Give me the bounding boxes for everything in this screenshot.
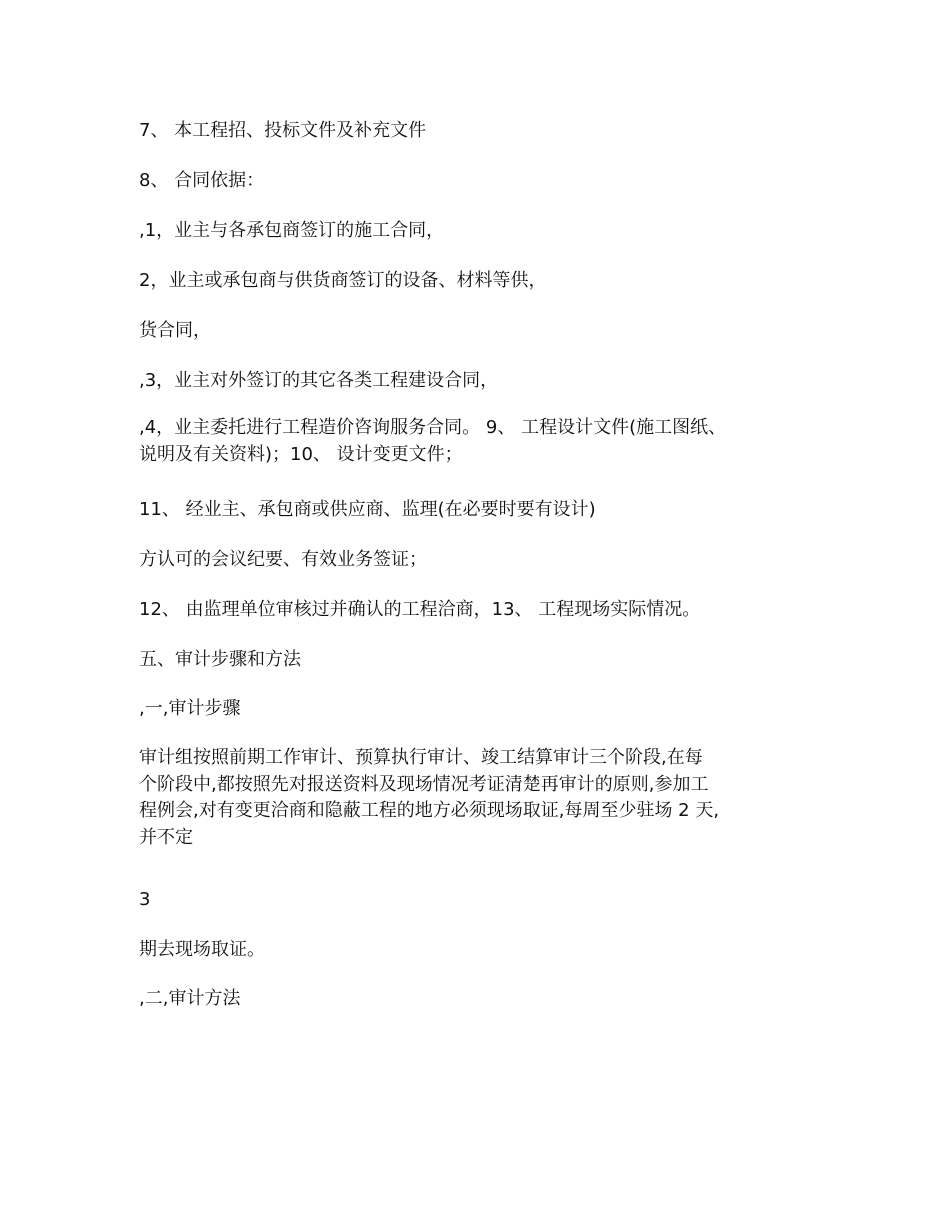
text-line: 个阶段中,都按照先对报送资料及现场情况考证清楚再审计的原则,参加工 [139,773,709,795]
section-heading-audit: 五、审计步骤和方法 [139,649,301,670]
text-line: 程例会,对有变更洽商和隐蔽工程的地方必须现场取证,每周至少驻场 2 天, [139,800,720,821]
text-line: 说明及有关资料)；10、 设计变更文件； [139,443,463,465]
text-line-item-11-cont: 方认可的会议纪要、有效业务签证； [139,549,427,570]
text-paragraph-audit-steps [139,745,819,851]
text-line: 审计组按照前期工作审计、预算执行审计、竣工结算审计三个阶段,在每 [139,747,703,768]
text-line-contract-2-cont: 货合同， [139,320,211,341]
text-line-item-12: 12、 由监理单位审核过并确认的工程洽商，13、 工程现场实际情况。 [139,599,701,620]
text-paragraph-contract-4 [139,415,819,468]
subheading-audit-methods: ,二,审计方法 [139,988,241,1009]
page-number: 3 [139,889,151,910]
text-line: ,4，业主委托进行工程造价咨询服务合同。 9、 工程设计文件(施工图纸、 [139,417,727,438]
text-line-steps-cont: 期去现场取证。 [139,939,265,960]
text-line-contract-2: 2，业主或承包商与供货商签订的设备、材料等供， [139,270,547,291]
text-line-contract-3: ,3，业主对外签订的其它各类工程建设合同， [139,370,499,391]
subheading-audit-steps: ,一,审计步骤 [139,698,241,719]
text-line-item-11: 11、 经业主、承包商或供应商、监理(在必要时要有设计) [139,499,596,520]
text-line: 并不定 [139,826,193,848]
text-line-contract-1: ,1，业主与各承包商签订的施工合同， [139,220,445,241]
text-line-item-8: 8、 合同依据： [139,170,265,191]
text-line-item-7: 7、 本工程招、投标文件及补充文件 [139,120,427,141]
